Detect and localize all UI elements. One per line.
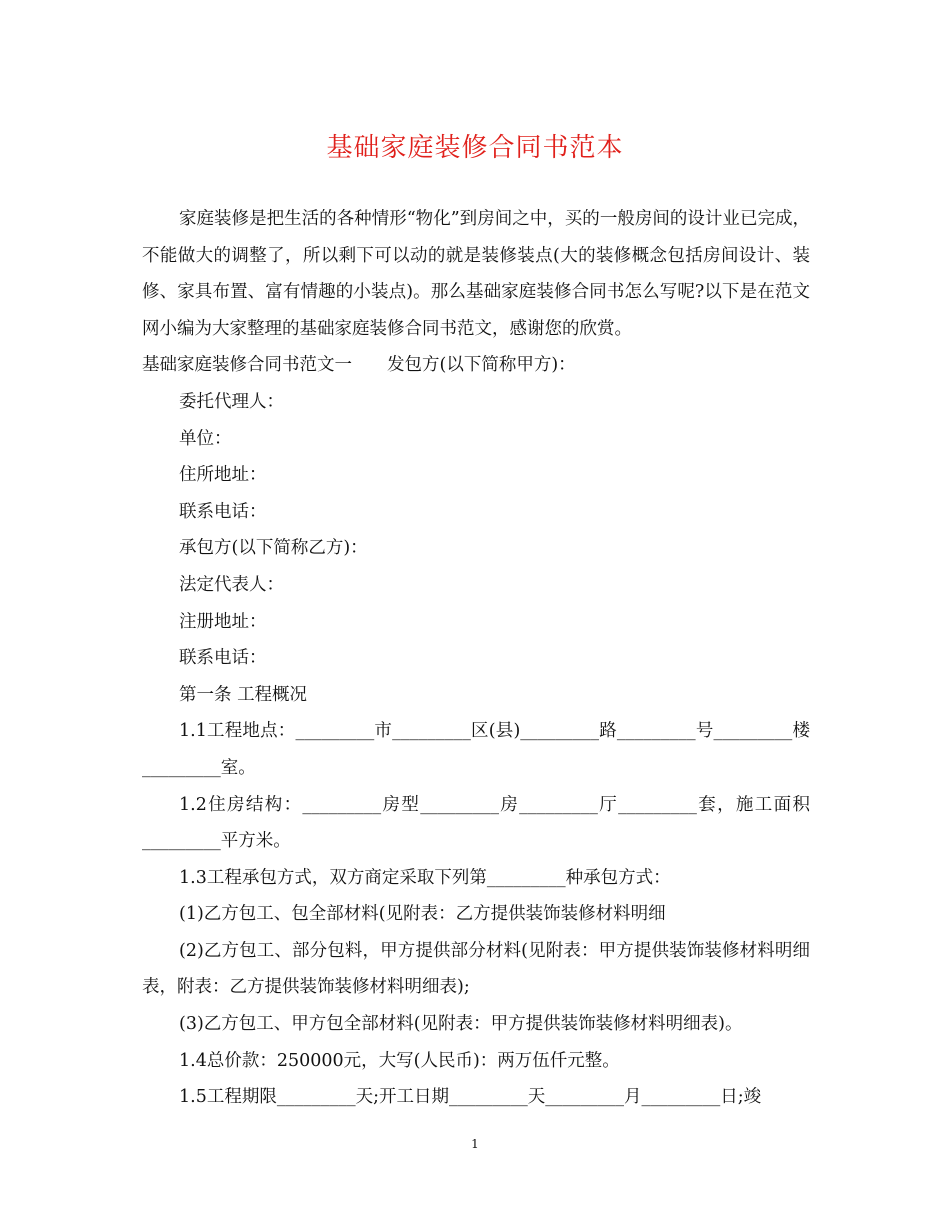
party-b-legal-rep: 法定代表人： [179, 574, 284, 595]
page-number: 1 [471, 1137, 479, 1151]
document-title: 基础家庭装修合同书范本 [326, 133, 624, 163]
article-1-heading: 第一条 工程概况 [179, 684, 308, 705]
party-b-reg-address: 注册地址： [179, 611, 267, 632]
document-body [142, 201, 810, 1116]
party-a-agent: 委托代理人： [179, 391, 284, 412]
party-a-unit: 单位： [179, 428, 232, 449]
party-b-phone: 联系电话： [179, 648, 267, 669]
party-b-heading: 承包方(以下简称乙方)： [179, 538, 368, 559]
party-a-phone: 联系电话： [179, 501, 267, 522]
article-1-item-1-5: 1.5工程期限_________天;开工日期_________天_________月_________日;竣 [179, 1087, 762, 1108]
intro-paragraph: 家庭装修是把生活的各种情形“物化”到房间之中，买的一般房间的设计业已完成，不能做大的调整了，所以剩下可以动的就是装修装点(大的装修概念包括房间设计、装修、家具布置、富有情趣的小装点)。那么基础家庭装修合同书怎么写呢?以下是在范文网小编为大家整理的基础家庭装修合同书范文，感谢您的欣赏。 [142, 209, 810, 339]
article-1-item-1-4: 1.4总价款：250000元，大写(人民币)：两万伍仟元整。 [179, 1050, 620, 1071]
article-1-item-1-2: 1.2住房结构：_________房型_________房_________厅_________套，施工面积_________平方米。 [142, 794, 810, 852]
party-a-address: 住所地址： [179, 465, 267, 486]
article-1-option-2: (2)乙方包工、部分包料，甲方提供部分材料(见附表：甲方提供装饰装修材料明细表，附表：乙方提供装饰装修材料明细表); [142, 940, 810, 998]
article-1-option-1: (1)乙方包工、包全部材料(见附表：乙方提供装饰装修材料明细 [179, 904, 666, 925]
sample-heading-line: 基础家庭装修合同书范文一 发包方(以下简称甲方)： [142, 355, 576, 376]
article-1-option-3: (3)乙方包工、甲方包全部材料(见附表：甲方提供装饰装修材料明细表)。 [179, 1014, 743, 1035]
article-1-item-1-1: 1.1工程地点：_________市_________区(县)_________路_________号_________楼_________室。 [142, 721, 810, 778]
article-1-item-1-3: 1.3工程承包方式，双方商定采取下列第_________种承包方式： [179, 867, 671, 888]
